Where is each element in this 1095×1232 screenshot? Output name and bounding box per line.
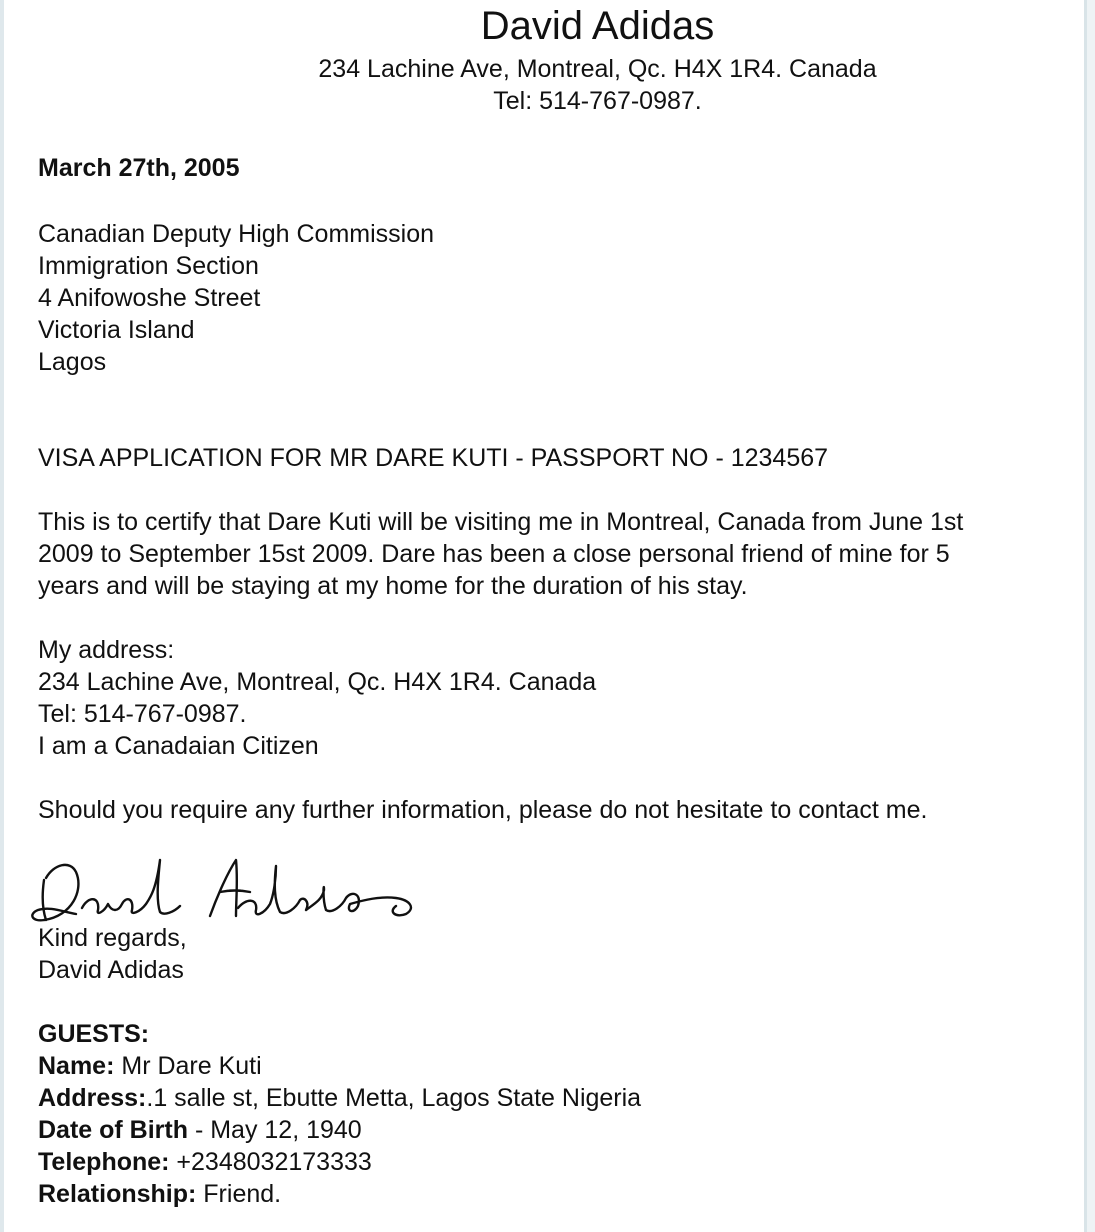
recipient-line: Immigration Section: [38, 252, 259, 280]
guest-address-row: [38, 1082, 641, 1114]
sender-name-title: David Adidas: [480, 4, 715, 48]
guest-name-value: Mr Dare Kuti: [114, 1052, 262, 1080]
recipient-line: Lagos: [38, 348, 107, 376]
guest-relationship-label: Relationship:: [38, 1180, 197, 1208]
guest-relationship-value: Friend.: [196, 1180, 282, 1208]
guest-tel-value: +2348032173333: [169, 1148, 372, 1176]
letter-date: March 27th, 2005: [38, 154, 240, 182]
tel-line: Tel: 514-767-0987.: [38, 700, 247, 728]
body-line: This is to certify that Dare Kuti will be visiting me in Montreal, Canada from June 1st: [38, 508, 964, 536]
sender-address: 234 Lachine Ave, Montreal, Qc. H4X 1R4. Canada: [318, 55, 877, 83]
recipient-line: Canadian Deputy High Commission: [38, 220, 435, 248]
signoff-name: David Adidas: [38, 956, 184, 984]
body-line: years and will be staying at my home for the duration of his stay.: [38, 572, 748, 600]
guest-dob-row: [38, 1114, 362, 1146]
kind-regards: Kind regards,: [38, 924, 187, 952]
guest-relationship-row: [38, 1178, 281, 1210]
address-line: 234 Lachine Ave, Montreal, Qc. H4X 1R4. Canada: [38, 668, 597, 696]
closing-paragraph: Should you require any further information, please do not hesitate to contact me.: [38, 796, 928, 824]
citizen-line: I am a Canadaian Citizen: [38, 732, 319, 760]
guest-address-label: Address:: [38, 1084, 147, 1112]
guest-dob-label: Date of Birth: [38, 1116, 188, 1144]
guest-name-row: [38, 1050, 262, 1082]
body-line: 2009 to September 15st 2009. Dare has been a close personal friend of mine for 5: [38, 540, 950, 568]
subject-line: VISA APPLICATION FOR MR DARE KUTI - PASSPORT NO - 1234567: [38, 444, 829, 472]
guests-heading: GUESTS:: [38, 1020, 150, 1048]
guest-tel-label: Telephone:: [38, 1148, 170, 1176]
guest-tel-row: [38, 1146, 372, 1178]
address-label: My address:: [38, 636, 175, 664]
guest-name-label: Name:: [38, 1052, 115, 1080]
sender-tel: Tel: 514-767-0987.: [493, 87, 702, 115]
handwritten-signature: [24, 850, 444, 930]
recipient-line: Victoria Island: [38, 316, 195, 344]
guest-dob-value: - May 12, 1940: [188, 1116, 362, 1144]
guest-address-value: .1 salle st, Ebutte Metta, Lagos State Nigeria: [146, 1084, 642, 1112]
recipient-line: 4 Anifowoshe Street: [38, 284, 261, 312]
